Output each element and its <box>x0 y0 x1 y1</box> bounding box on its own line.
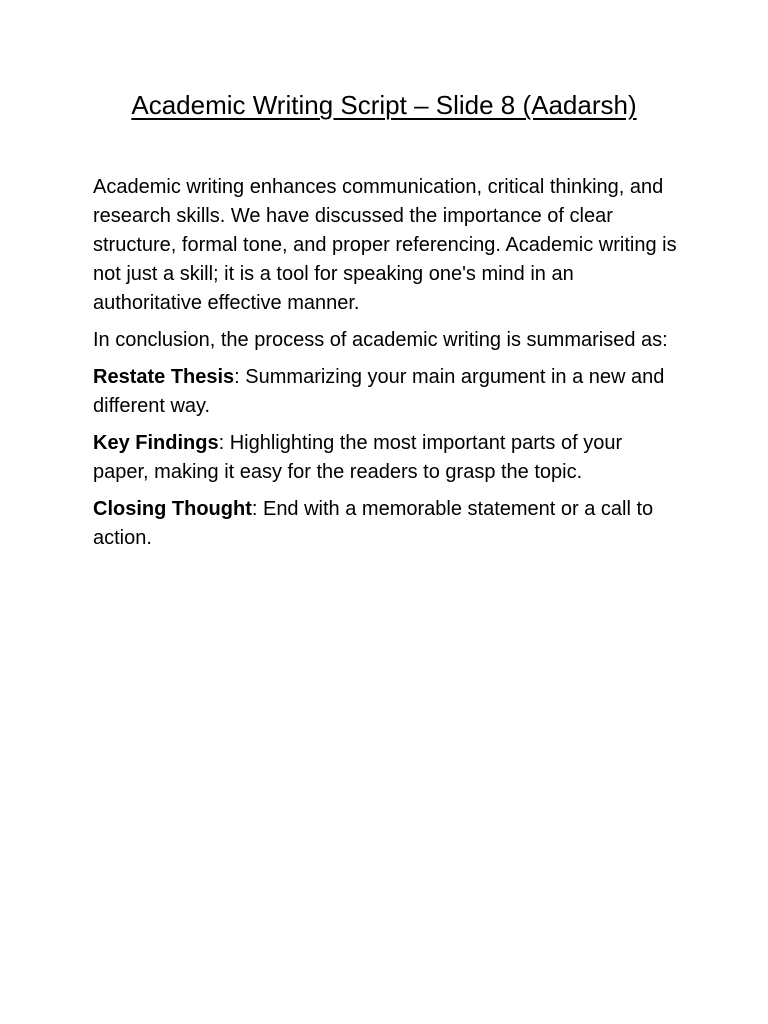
conclusion-paragraph: In conclusion, the process of academic writing is summarised as: <box>93 329 668 351</box>
document-title: Academic Writing Script – Slide 8 (Aadarsh) <box>131 90 637 120</box>
point-term: Closing Thought <box>93 498 252 520</box>
intro-paragraph: Academic writing enhances communication, critical thinking, and research skills. We have discussed the importance of clear structure, formal tone, and proper referencing. Academic writing is not just a skill; it is a tool for speaking one's mind in an authoritative effective manner. <box>93 176 677 314</box>
point-closing-thought <box>93 495 678 553</box>
point-term: Restate Thesis <box>93 366 235 388</box>
point-term: Key Findings <box>93 432 219 454</box>
point-key-findings <box>93 429 678 487</box>
document-body <box>93 173 678 561</box>
point-text: : Highlighting the most important parts of your paper, making it easy for the readers to grasp the topic. <box>93 432 623 483</box>
point-text: : End with a memorable statement or a call to action. <box>93 498 654 549</box>
point-text: : Summarizing your main argument in a new and different way. <box>93 366 665 417</box>
point-restate-thesis <box>93 363 678 421</box>
